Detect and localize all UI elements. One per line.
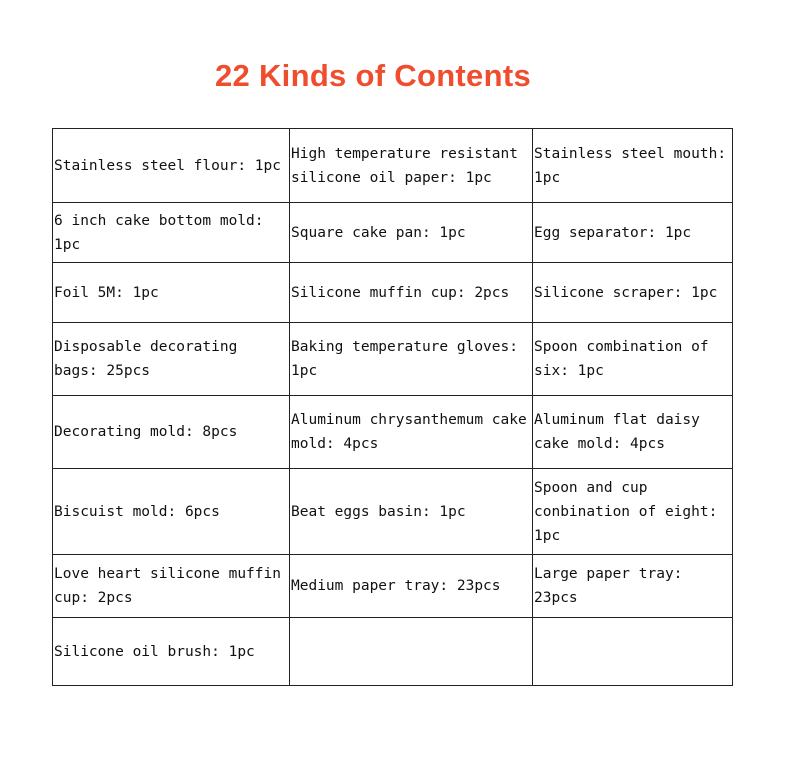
table-row xyxy=(53,555,733,618)
table-cell: Silicone muffin cup: 2pcs xyxy=(290,263,533,323)
table-cell: Stainless steel flour: 1pc xyxy=(53,129,290,203)
table-cell: Beat eggs basin: 1pc xyxy=(290,469,533,555)
table-cell: Large paper tray: 23pcs xyxy=(533,555,733,618)
table-row xyxy=(53,469,733,555)
table-cell: Stainless steel mouth: 1pc xyxy=(533,129,733,203)
table-cell: Aluminum flat daisy cake mold: 4pcs xyxy=(533,396,733,469)
table-cell: High temperature resistant silicone oil paper: 1pc xyxy=(290,129,533,203)
table-cell: Biscuist mold: 6pcs xyxy=(53,469,290,555)
table-cell: Disposable decorating bags: 25pcs xyxy=(53,323,290,396)
table-cell: Egg separator: 1pc xyxy=(533,203,733,263)
table-cell: Love heart silicone muffin cup: 2pcs xyxy=(53,555,290,618)
table-row xyxy=(53,129,733,203)
table-cell: Baking temperature gloves: 1pc xyxy=(290,323,533,396)
table-cell: Spoon combination of six: 1pc xyxy=(533,323,733,396)
table-row xyxy=(53,263,733,323)
table-row xyxy=(53,323,733,396)
table-cell-empty xyxy=(290,618,533,686)
table-cell: Medium paper tray: 23pcs xyxy=(290,555,533,618)
table-cell: Spoon and cup conbination of eight: 1pc xyxy=(533,469,733,555)
table-cell: Aluminum chrysanthemum cake mold: 4pcs xyxy=(290,396,533,469)
table-cell: Silicone scraper: 1pc xyxy=(533,263,733,323)
page-title: 22 Kinds of Contents xyxy=(214,58,531,93)
table-cell: Foil 5M: 1pc xyxy=(53,263,290,323)
table-cell-empty xyxy=(533,618,733,686)
table-cell: Decorating mold: 8pcs xyxy=(53,396,290,469)
table-row xyxy=(53,203,733,263)
table-row xyxy=(53,618,733,686)
table-cell: Square cake pan: 1pc xyxy=(290,203,533,263)
contents-table xyxy=(52,128,733,686)
table-row xyxy=(53,396,733,469)
table-cell: 6 inch cake bottom mold: 1pc xyxy=(53,203,290,263)
table-cell: Silicone oil brush: 1pc xyxy=(53,618,290,686)
